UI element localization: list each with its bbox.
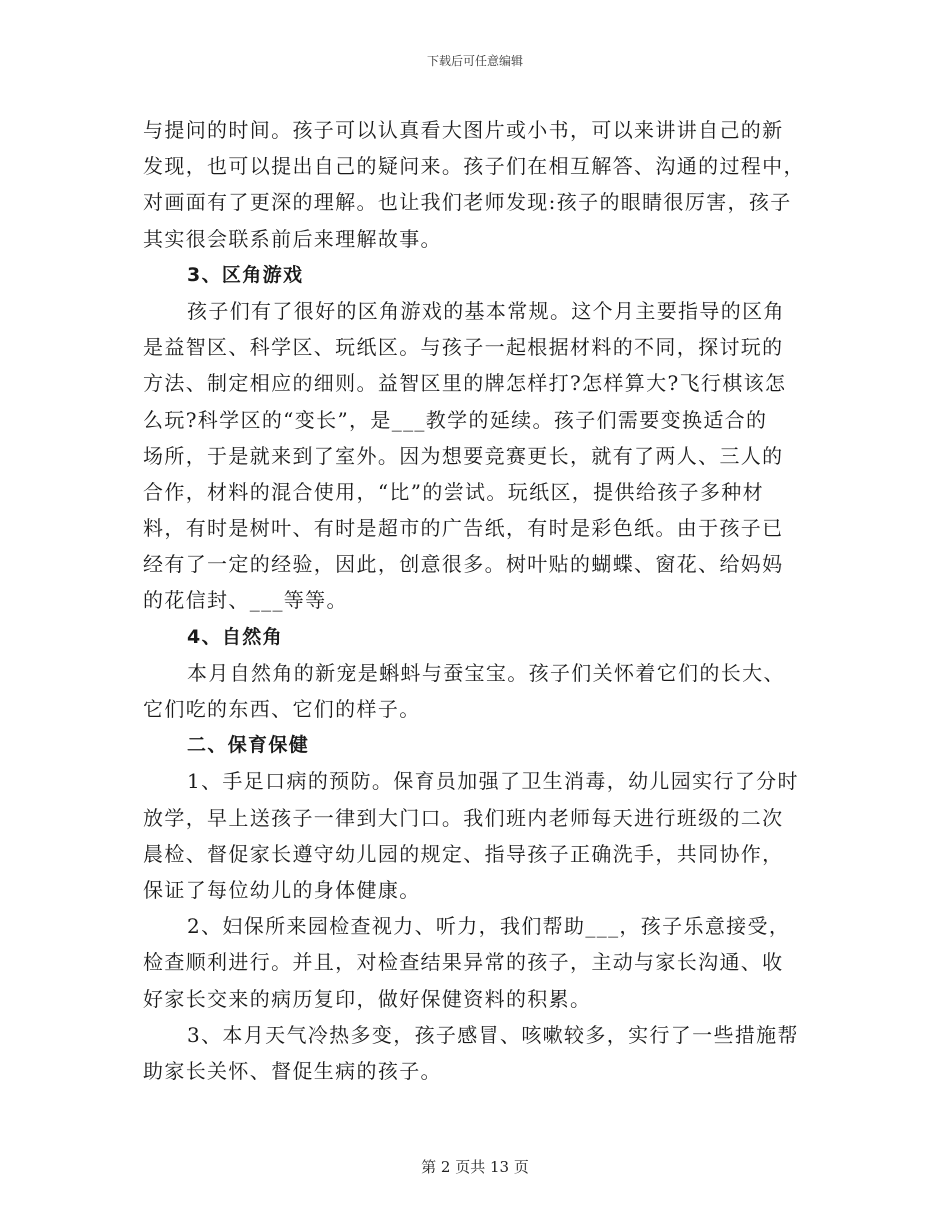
- body-line: 发现，也可以提出自己的疑问来。孩子们在相互解答、沟通的过程中，: [143, 154, 805, 179]
- body-line: 助家长关怀、督促生病的孩子。: [143, 1058, 442, 1083]
- body-line: 它们吃的东西、它们的样子。: [143, 697, 421, 721]
- body-line: 对画面有了更深的理解。也让我们老师发现:孩子的眼睛很厉害，孩子: [143, 190, 792, 215]
- body-line: 好家长交来的病历复印，做好保健资料的积累。: [143, 986, 592, 1011]
- body-line: 合作，材料的混合使用，“比”的尝试。玩纸区，提供给孩子多种材: [143, 479, 764, 504]
- body-line: 放学，早上送孩子一律到大门口。我们班内老师每天进行班级的二次: [143, 805, 784, 830]
- body-line: 场所，于是就来到了室外。因为想要竞赛更长，就有了两人、三人的: [143, 443, 784, 468]
- body-line: 方法、制定相应的细则。益智区里的牌怎样打?怎样算大?飞行棋该怎: [143, 371, 787, 396]
- page-header: 下载后可任意编辑: [426, 54, 523, 68]
- body-line: 保证了每位幼儿的身体健康。: [143, 877, 421, 902]
- body-line: 1、手足口病的预防。保育员加强了卫生消毒，幼儿园实行了分时: [187, 769, 799, 794]
- body-line: 3、本月天气冷热多变，孩子感冒、咳嗽较多，实行了一些措施帮: [187, 1022, 799, 1047]
- body-line: 的花信封、___等等。: [143, 588, 348, 613]
- body-line: 经有了一定的经验，因此，创意很多。树叶贴的蝴蝶、窗花、给妈妈: [143, 552, 784, 577]
- section-heading-nature-corner: 4、自然角: [187, 625, 283, 648]
- document-body: [143, 112, 811, 1089]
- section-heading-health-care: 二、保育保健: [187, 734, 310, 757]
- body-line: 是益智区、科学区、玩纸区。与孩子一起根据材料的不同，探讨玩的: [143, 335, 784, 360]
- body-line: 2、妇保所来园检查视力、听力，我们帮助___，孩子乐意接受，: [187, 914, 791, 939]
- body-line: 么玩?科学区的“变长”，是___教学的延续。孩子们需要变换适合的: [143, 407, 768, 432]
- body-line: 料，有时是树叶、有时是超市的广告纸，有时是彩色纸。由于孩子已: [143, 516, 784, 541]
- body-line: 其实很会联系前后来理解故事。: [143, 226, 442, 251]
- section-heading-corner-games: 3、区角游戏: [187, 263, 304, 286]
- page-number-footer: 第 2 页共 13 页: [421, 1158, 529, 1176]
- body-line: 与提问的时间。孩子可以认真看大图片或小书，可以来讲讲自己的新: [143, 118, 784, 142]
- body-line: 晨检、督促家长遵守幼儿园的规定、指导孩子正确洗手，共同协作，: [143, 841, 784, 866]
- body-line: 孩子们有了很好的区角游戏的基本常规。这个月主要指导的区角: [187, 298, 785, 323]
- body-line: 检查顺利进行。并且，对检查结果异常的孩子，主动与家长沟通、收: [143, 950, 784, 975]
- body-line: 本月自然角的新宠是蝌蚪与蚕宝宝。孩子们关怀着它们的长大、: [187, 660, 785, 685]
